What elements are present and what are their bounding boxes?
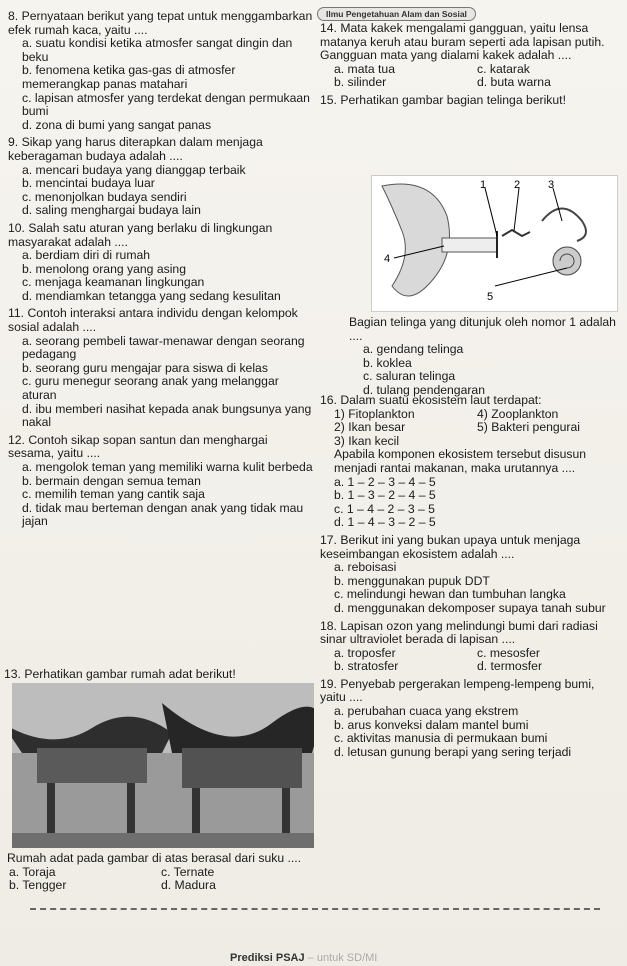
question-text: Pernyataan berikut yang tepat untuk menggambarkan efek rumah kaca, yaitu .... [8, 9, 313, 37]
option: c. melindungi hewan dan tumbuhan langka [334, 587, 566, 602]
question-18: 18. Lapisan ozon yang melindungi bumi dari radiasi sinar ultraviolet berada di lapisan .... a. troposfer c. mesosfer b. stratosfer d. termosfer [320, 620, 620, 674]
question-17: 17. Berikut ini yang bukan upaya untuk menjaga keseimbangan ekosistem adalah .... a. reboisasi b. menggunakan pupuk DDT c. melindungi hewan dan tumbuhan langka d. menggunakan dekomposer supaya tanah subur [320, 534, 620, 616]
tongkonan-house-image [12, 683, 314, 848]
question-13-body [7, 852, 313, 893]
subject-badge: Ilmu Pengetahuan Alam dan Sosial [317, 7, 476, 21]
option: b. koklea [363, 355, 412, 370]
option: c. aktivitas manusia di permukaan bumi [334, 731, 548, 746]
right-column-mid [349, 316, 621, 398]
option: b. Tengger [9, 878, 67, 893]
question-text: Apabila komponen ekosistem tersebut disusun menjadi rantai makanan, maka urutannya .... [334, 447, 587, 475]
question-19: 19. Penyebab pergerakan lempeng-lempeng bumi, yaitu .... a. perubahan cuaca yang ekstrem b. arus konveksi dalam mantel bumi c. aktivitas manusia di permukaan bumi d. letusan gunung berapi yang sering terjadi [320, 678, 620, 760]
question-text: Perhatikan gambar bagian telinga berikut! [340, 92, 566, 107]
question-text: Lapisan ozon yang melindungi bumi dari radiasi sinar ultraviolet berada di lapisan .... [320, 618, 598, 647]
option: d. termosfer [477, 659, 543, 674]
question-text: Contoh sikap sopan santun dan menghargai sesama, yaitu .... [8, 432, 268, 461]
question-text: Penyebab pergerakan lempeng-lempeng bumi, yaitu .... [320, 676, 595, 705]
option: c. 1 – 4 – 2 – 3 – 5 [334, 501, 435, 516]
option: d. mendiamkan tetangga yang sedang kesulitan [22, 288, 281, 303]
item: 5) Bakteri pengurai [477, 420, 580, 435]
option: a. reboisasi [334, 560, 397, 575]
ear-label-1: 1 [480, 179, 487, 191]
option: b. bermain dengan semua teman [22, 473, 201, 488]
option: a. Toraja [9, 864, 56, 879]
divider [30, 908, 600, 910]
option: a. troposfer [334, 645, 396, 660]
option: a. mengolok teman yang memiliki warna kulit berbeda [22, 460, 313, 474]
question-16: 16. Dalam suatu ekosistem laut terdapat: 1) Fitoplankton 4) Zooplankton 2) Ikan besar 5) Bakteri pengurai 3) Ikan kecil Apabila komponen ekosistem tersebut disusun menjadi rantai makanan, maka urutannya .... a. 1 – 2 – 3 – 4 – 5 b. 1 – 3 – 2 – 4 – 5 c. 1 – 4 – 2 – 3 – 5 d. 1 – 4 – 3 – 2 – 5 [320, 394, 620, 530]
question-text: Dalam suatu ekosistem laut terdapat: [340, 393, 542, 407]
option: b. fenomena ketika gas-gas di atmosfer memerangkap panas matahari [22, 63, 236, 91]
option: c. mesosfer [477, 645, 540, 660]
option: a. mencari budaya yang dianggap terbaik [22, 162, 246, 177]
item: 3) Ikan kecil [334, 433, 400, 448]
option: c. guru menegur seorang anak yang melanggar aturan [22, 374, 279, 403]
option: b. seorang guru mengajar para siswa di kelas [22, 360, 268, 375]
right-column-top [320, 22, 620, 112]
option: b. arus konveksi dalam mantel bumi [334, 717, 529, 732]
option: c. menjaga keamanan lingkungan [22, 275, 205, 290]
question-text: Mata kakek mengalami gangguan, yaitu lensa matanya keruh atau buram seperti ada lapisan putih. Gangguan mata yang dialami kakek adalah .... [320, 21, 605, 63]
option: d. menggunakan dekomposer supaya tanah subur [334, 600, 606, 615]
question-8: 8. Pernyataan berikut yang tepat untuk menggambarkan efek rumah kaca, yaitu .... a. suatu kondisi ketika atmosfer sangat dingin dan beku b. fenomena ketika gas-gas di atmosfer memerangkap panas matahari c. lapisan atmosfer yang terdekat dengan permukaan bumi d. zona di bumi yang sangat panas [8, 9, 313, 132]
item: 1) Fitoplankton [334, 406, 415, 421]
option: b. menggunakan pupuk DDT [334, 573, 490, 588]
question-text: Salah satu aturan yang berlaku di lingkungan masyarakat adalah .... [8, 220, 273, 249]
option: a. perubahan cuaca yang ekstrem [334, 704, 519, 719]
option: b. menolong orang yang asing [22, 261, 186, 276]
question-text: Contoh interaksi antara individu dengan kelompok sosial adalah .... [8, 306, 298, 335]
option: c. saluran telinga [363, 369, 456, 384]
question-12: 12. Contoh sikap sopan santun dan menghargai sesama, yaitu .... a. mengolok teman yang memiliki warna kulit berbeda b. bermain dengan semua teman c. memilih teman yang cantik saja d. tidak mau berteman dengan anak yang tidak mau jajan [8, 432, 313, 529]
option: d. ibu memberi nasihat kepada anak bungsunya yang nakal [22, 401, 312, 430]
option: c. katarak [477, 61, 530, 76]
question-text: Sikap yang harus diterapkan dalam menjaga keberagaman budaya adalah .... [8, 135, 263, 163]
ear-label-5: 5 [487, 291, 494, 303]
question-9: 9. Sikap yang harus diterapkan dalam menjaga keberagaman budaya adalah .... a. mencari budaya yang dianggap terbaik b. mencintai budaya luar c. menonjolkan budaya sendiri d. saling menghargai budaya lain [8, 136, 314, 218]
option: d. saling menghargai budaya lain [22, 203, 201, 218]
option: c. lapisan atmosfer yang terdekat dengan permukaan bumi [22, 90, 310, 119]
question-text: Berikut ini yang bukan upaya untuk menjaga keseimbangan ekosistem adalah .... [320, 532, 581, 561]
left-column [8, 10, 314, 533]
option: b. mencintai budaya luar [22, 176, 155, 191]
question-11: 11. Contoh interaksi antara individu dengan kelompok sosial adalah .... a. seorang pembeli tawar-menawar dengan seorang pedagang b. seorang guru mengajar para siswa di kelas c. guru menegur seorang anak yang melanggar aturan d. ibu memberi nasihat kepada anak bungsunya yang nakal [8, 307, 314, 429]
question-caption: Bagian telinga yang ditunjuk oleh nomor 1 adalah .... [349, 315, 616, 343]
option: c. memilih teman yang cantik saja [22, 487, 205, 502]
option: a. seorang pembeli tawar-menawar dengan seorang pedagang [22, 333, 305, 362]
ear-label-3: 3 [548, 179, 555, 191]
question-13-title: 13. Perhatikan gambar rumah adat berikut! [4, 667, 236, 681]
option: c. menonjolkan budaya sendiri [22, 189, 187, 204]
option: c. Ternate [161, 864, 215, 879]
option: d. zona di bumi yang sangat panas [22, 117, 212, 132]
option: b. silinder [334, 75, 387, 90]
option: d. tidak mau berteman dengan anak yang tidak mau jajan [22, 500, 304, 529]
option: a. berdiam diri di rumah [22, 248, 151, 263]
question-14: 14. Mata kakek mengalami gangguan, yaitu lensa matanya keruh atau buram seperti ada lapisan putih. Gangguan mata yang dialami kakek adalah .... a. mata tua c. katarak b. silinder d. buta warna [320, 22, 620, 90]
option: a. 1 – 2 – 3 – 4 – 5 [334, 474, 436, 489]
option: d. Madura [161, 878, 216, 893]
item: 2) Ikan besar [334, 420, 406, 435]
option: d. letusan gunung berapi yang sering terjadi [334, 744, 572, 759]
ear-diagram [371, 175, 618, 312]
option: a. gendang telinga [363, 342, 464, 357]
option: a. mata tua [334, 61, 395, 76]
option: b. stratosfer [334, 659, 399, 674]
option: d. tulang pendengaran [363, 382, 485, 397]
question-15: 15. Perhatikan gambar bagian telinga berikut! [320, 92, 566, 107]
question-10: 10. Salah satu aturan yang berlaku di lingkungan masyarakat adalah .... a. berdiam diri di rumah b. menolong orang yang asing c. menjaga keamanan lingkungan d. mendiamkan tetangga yang sedang kesulitan [8, 222, 314, 304]
item: 4) Zooplankton [477, 406, 559, 421]
ear-label-2: 2 [514, 179, 521, 191]
option: a. suatu kondisi ketika atmosfer sangat dingin dan beku [22, 36, 293, 64]
question-caption: Rumah adat pada gambar di atas berasal dari suku .... [7, 851, 302, 865]
right-column-bottom [320, 394, 620, 763]
option: d. 1 – 4 – 3 – 2 – 5 [334, 515, 436, 530]
option: d. buta warna [477, 75, 551, 90]
ear-label-4: 4 [384, 253, 391, 265]
option: b. 1 – 3 – 2 – 4 – 5 [334, 488, 436, 503]
footer: Prediksi PSAJ – untuk SD/MI [230, 952, 378, 964]
